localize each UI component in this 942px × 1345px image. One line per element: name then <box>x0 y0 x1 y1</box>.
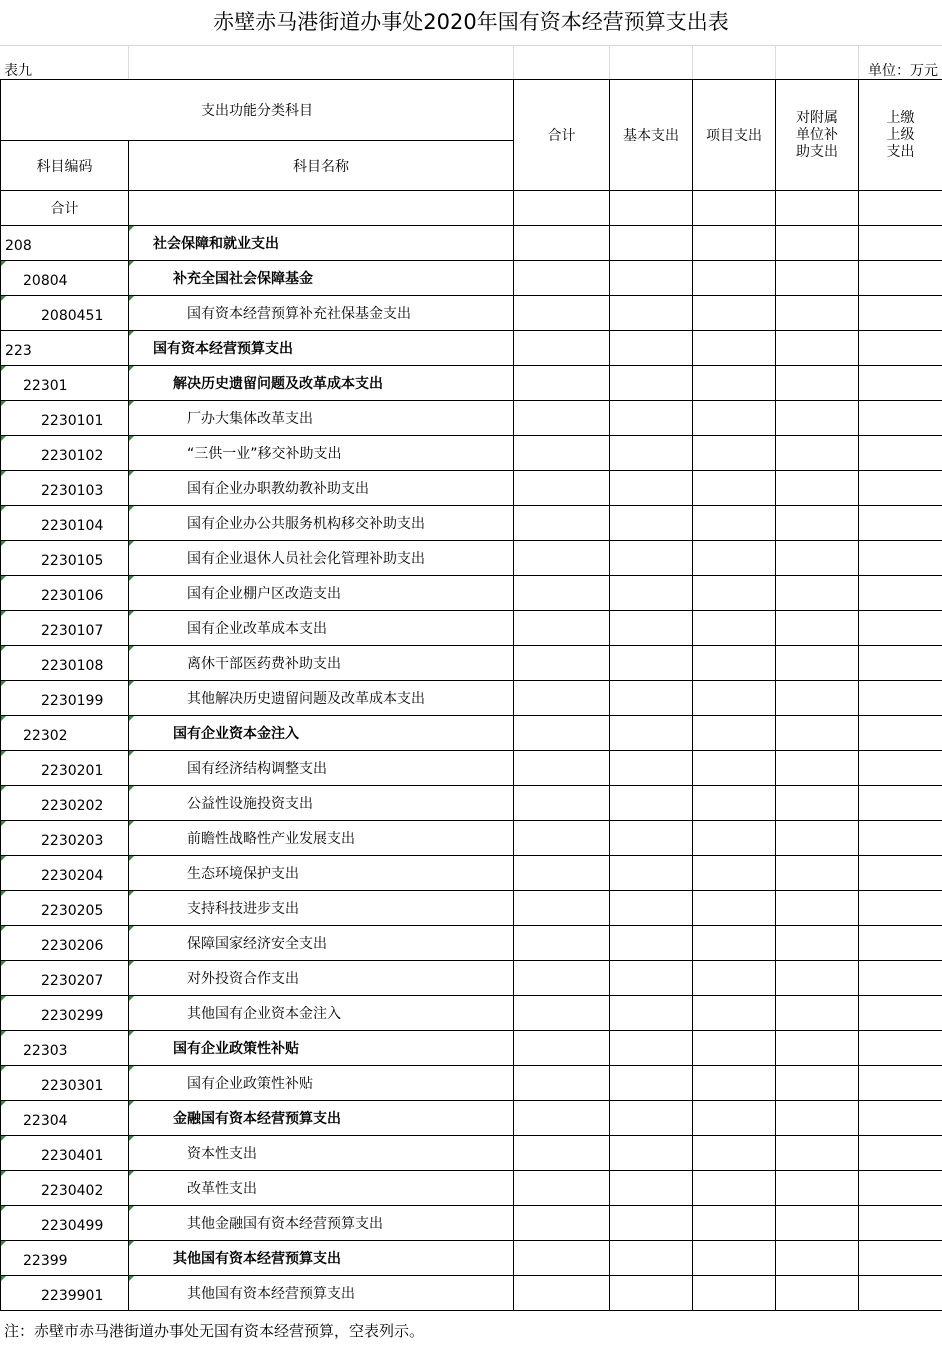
amount-cell <box>693 681 776 716</box>
subject-name: 国有资本经营预算补充社保基金支出 <box>129 296 514 331</box>
amount-cell <box>859 681 942 716</box>
amount-cell <box>776 506 859 541</box>
amount-cell <box>610 1136 693 1171</box>
subject-code: 2230104 <box>1 506 129 541</box>
amount-cell <box>776 1136 859 1171</box>
subject-name: 社会保障和就业支出 <box>129 226 514 261</box>
amount-cell <box>514 891 610 926</box>
subject-name: 国有经济结构调整支出 <box>129 751 514 786</box>
subject-name: 国有企业棚户区改造支出 <box>129 576 514 611</box>
table-row <box>1 1206 942 1241</box>
table-row <box>1 1241 942 1276</box>
amount-cell <box>859 611 942 646</box>
subject-name: 其他金融国有资本经营预算支出 <box>129 1206 514 1241</box>
amount-cell <box>693 541 776 576</box>
project-expense-column-header: 项目支出 <box>693 80 776 191</box>
amount-cell <box>776 1171 859 1206</box>
amount-cell <box>776 611 859 646</box>
amount-cell <box>859 436 942 471</box>
table-row <box>1 296 942 331</box>
amount-cell <box>610 261 693 296</box>
amount-cell <box>859 1241 942 1276</box>
amount-cell <box>514 471 610 506</box>
subject-name: 国有企业资本金注入 <box>129 716 514 751</box>
subject-code: 2230402 <box>1 1171 129 1206</box>
amount-cell <box>693 1136 776 1171</box>
subject-name: 国有企业政策性补贴 <box>129 1066 514 1101</box>
amount-cell <box>610 996 693 1031</box>
subject-name: 国有企业退休人员社会化管理补助支出 <box>129 541 514 576</box>
unit-label: 单位：万元 <box>868 63 938 79</box>
subject-name: 保障国家经济安全支出 <box>129 926 514 961</box>
amount-cell <box>859 296 942 331</box>
amount-cell <box>610 681 693 716</box>
amount-cell <box>514 716 610 751</box>
subject-code: 2230203 <box>1 821 129 856</box>
amount-cell <box>693 366 776 401</box>
table-row <box>1 856 942 891</box>
amount-cell <box>693 891 776 926</box>
amount-cell <box>776 646 859 681</box>
amount-cell <box>610 891 693 926</box>
subject-code: 223 <box>1 331 129 366</box>
amount-cell <box>693 1031 776 1066</box>
amount-cell <box>610 541 693 576</box>
amount-cell <box>776 366 859 401</box>
amount-cell <box>859 576 942 611</box>
amount-cell <box>693 961 776 996</box>
amount-cell <box>859 226 942 261</box>
subject-code: 2230499 <box>1 1206 129 1241</box>
amount-cell <box>514 1066 610 1101</box>
subsidy-column-header: 对附属单位补助支出 <box>796 109 838 160</box>
amount-cell <box>859 506 942 541</box>
subject-code: 2230205 <box>1 891 129 926</box>
amount-cell <box>693 611 776 646</box>
amount-cell <box>859 1031 942 1066</box>
amount-cell <box>776 541 859 576</box>
amount-cell <box>514 366 610 401</box>
amount-cell <box>859 1101 942 1136</box>
amount-cell <box>776 961 859 996</box>
amount-cell <box>610 611 693 646</box>
amount-cell <box>693 506 776 541</box>
amount-cell <box>859 926 942 961</box>
amount-cell <box>610 786 693 821</box>
subject-code: 2230202 <box>1 786 129 821</box>
amount-cell <box>514 1241 610 1276</box>
subject-code: 20804 <box>1 261 129 296</box>
amount-cell <box>610 821 693 856</box>
subject-name: 前瞻性战略性产业发展支出 <box>129 821 514 856</box>
subject-name: “三供一业”移交补助支出 <box>129 436 514 471</box>
table-row <box>1 681 942 716</box>
amount-cell <box>693 996 776 1031</box>
amount-cell <box>776 471 859 506</box>
amount-cell <box>610 471 693 506</box>
amount-cell <box>776 821 859 856</box>
amount-cell <box>859 331 942 366</box>
gridline <box>692 45 693 79</box>
amount-cell <box>514 751 610 786</box>
amount-cell <box>859 1136 942 1171</box>
amount-cell <box>776 751 859 786</box>
amount-cell <box>514 436 610 471</box>
amount-cell <box>859 821 942 856</box>
amount-cell <box>610 401 693 436</box>
amount-cell <box>514 541 610 576</box>
total-row-label: 合计 <box>1 191 129 226</box>
amount-cell <box>610 436 693 471</box>
amount-cell <box>514 646 610 681</box>
amount-cell <box>776 576 859 611</box>
amount-cell <box>514 961 610 996</box>
amount-cell <box>776 1241 859 1276</box>
subject-name: 国有企业政策性补贴 <box>129 1031 514 1066</box>
amount-cell <box>514 681 610 716</box>
amount-cell <box>610 296 693 331</box>
table-row <box>1 506 942 541</box>
amount-cell <box>859 366 942 401</box>
amount-cell <box>776 261 859 296</box>
table-row <box>1 401 942 436</box>
amount-cell <box>693 646 776 681</box>
amount-cell <box>514 821 610 856</box>
amount-cell <box>859 541 942 576</box>
amount-cell <box>776 996 859 1031</box>
subject-name: 金融国有资本经营预算支出 <box>129 1101 514 1136</box>
amount-cell <box>610 1171 693 1206</box>
amount-cell <box>776 226 859 261</box>
table-row <box>1 1101 942 1136</box>
amount-cell <box>514 226 610 261</box>
page-title: 赤壁赤马港街道办事处2020年国有资本经营预算支出表 <box>213 10 729 34</box>
subject-name: 国有企业改革成本支出 <box>129 611 514 646</box>
amount-cell <box>693 1206 776 1241</box>
subject-name: 厂办大集体改革支出 <box>129 401 514 436</box>
table-number: 表九 <box>4 63 32 79</box>
subject-name: 国有资本经营预算支出 <box>129 331 514 366</box>
amount-cell <box>693 926 776 961</box>
subject-code: 2230207 <box>1 961 129 996</box>
amount-cell <box>514 296 610 331</box>
subject-name: 支持科技进步支出 <box>129 891 514 926</box>
amount-cell <box>859 751 942 786</box>
subject-code: 2230108 <box>1 646 129 681</box>
amount-cell <box>859 1066 942 1101</box>
amount-cell <box>693 751 776 786</box>
amount-cell <box>776 716 859 751</box>
amount-cell <box>693 1066 776 1101</box>
subject-name: 公益性设施投资支出 <box>129 786 514 821</box>
gridline <box>0 45 942 46</box>
amount-cell <box>859 261 942 296</box>
amount-cell <box>693 401 776 436</box>
subject-name: 补充全国社会保障基金 <box>129 261 514 296</box>
amount-cell <box>693 471 776 506</box>
table-row <box>1 1171 942 1206</box>
subject-name: 其他国有资本经营预算支出 <box>129 1241 514 1276</box>
table-row <box>1 366 942 401</box>
amount-cell <box>776 681 859 716</box>
table-row <box>1 436 942 471</box>
amount-cell <box>859 1171 942 1206</box>
subject-code: 22301 <box>1 366 129 401</box>
table-row <box>1 891 942 926</box>
amount-cell <box>776 331 859 366</box>
amount-cell <box>693 436 776 471</box>
subject-code: 2230299 <box>1 996 129 1031</box>
subject-code: 208 <box>1 226 129 261</box>
amount-cell <box>859 856 942 891</box>
amount-cell <box>776 296 859 331</box>
table-row <box>1 821 942 856</box>
amount-cell <box>693 716 776 751</box>
subject-code: 2230301 <box>1 1066 129 1101</box>
subject-code: 2230101 <box>1 401 129 436</box>
amount-cell <box>776 1031 859 1066</box>
amount-cell <box>610 961 693 996</box>
table-row <box>1 471 942 506</box>
subject-name: 其他解决历史遗留问题及改革成本支出 <box>129 681 514 716</box>
table-row <box>1 1276 942 1311</box>
budget-table <box>0 79 942 1311</box>
subject-code: 2230105 <box>1 541 129 576</box>
total-row <box>1 191 942 226</box>
amount-cell <box>610 646 693 681</box>
subject-code: 22304 <box>1 1101 129 1136</box>
subject-name: 解决历史遗留问题及改革成本支出 <box>129 366 514 401</box>
gridline <box>609 45 610 79</box>
gridline <box>513 45 514 79</box>
amount-cell <box>610 1276 693 1311</box>
table-row <box>1 961 942 996</box>
subject-code: 22302 <box>1 716 129 751</box>
table-row <box>1 786 942 821</box>
amount-cell <box>776 1206 859 1241</box>
table-row <box>1 611 942 646</box>
footnote: 注：赤壁市赤马港街道办事处无国有资本经营预算，空表列示。 <box>4 1322 425 1340</box>
table-row <box>1 751 942 786</box>
subject-code: 2230107 <box>1 611 129 646</box>
amount-cell <box>776 436 859 471</box>
amount-cell <box>693 1241 776 1276</box>
amount-cell <box>776 856 859 891</box>
subject-code: 2230199 <box>1 681 129 716</box>
amount-cell <box>610 1031 693 1066</box>
amount-cell <box>859 646 942 681</box>
subject-code: 2230103 <box>1 471 129 506</box>
amount-cell <box>859 1276 942 1311</box>
amount-cell <box>859 716 942 751</box>
subject-name: 国有企业办职教幼教补助支出 <box>129 471 514 506</box>
basic-expense-column-header: 基本支出 <box>610 80 693 191</box>
amount-cell <box>610 506 693 541</box>
category-group-header: 支出功能分类科目 <box>1 80 514 141</box>
amount-cell <box>859 471 942 506</box>
amount-cell <box>610 331 693 366</box>
amount-cell <box>693 576 776 611</box>
subject-code: 2230206 <box>1 926 129 961</box>
amount-cell <box>514 856 610 891</box>
amount-cell <box>610 926 693 961</box>
remit-column-header: 上缴上级支出 <box>886 109 915 160</box>
amount-cell <box>514 996 610 1031</box>
subject-name: 对外投资合作支出 <box>129 961 514 996</box>
subject-code: 2230201 <box>1 751 129 786</box>
table-row <box>1 1066 942 1101</box>
table-row <box>1 261 942 296</box>
subject-code: 2239901 <box>1 1276 129 1311</box>
amount-cell <box>693 1101 776 1136</box>
gridline <box>858 45 859 79</box>
amount-cell <box>514 401 610 436</box>
subject-code: 2230401 <box>1 1136 129 1171</box>
amount-cell <box>610 1206 693 1241</box>
table-row <box>1 716 942 751</box>
amount-cell <box>610 856 693 891</box>
table-row <box>1 996 942 1031</box>
subject-code: 22303 <box>1 1031 129 1066</box>
subject-code: 2230204 <box>1 856 129 891</box>
subject-name: 离休干部医药费补助支出 <box>129 646 514 681</box>
code-column-header: 科目编码 <box>1 141 129 191</box>
amount-cell <box>610 1066 693 1101</box>
amount-cell <box>859 401 942 436</box>
amount-cell <box>610 1101 693 1136</box>
amount-cell <box>514 1276 610 1311</box>
subject-name: 生态环境保护支出 <box>129 856 514 891</box>
subject-code: 2080451 <box>1 296 129 331</box>
amount-cell <box>693 296 776 331</box>
amount-cell <box>776 1276 859 1311</box>
amount-cell <box>514 611 610 646</box>
amount-cell <box>514 506 610 541</box>
amount-cell <box>514 331 610 366</box>
amount-cell <box>514 1136 610 1171</box>
subject-name: 国有企业办公共服务机构移交补助支出 <box>129 506 514 541</box>
gridline <box>128 45 129 79</box>
amount-cell <box>693 1276 776 1311</box>
table-row <box>1 1136 942 1171</box>
amount-cell <box>693 821 776 856</box>
subject-name: 改革性支出 <box>129 1171 514 1206</box>
amount-cell <box>693 226 776 261</box>
amount-cell <box>776 786 859 821</box>
amount-cell <box>610 751 693 786</box>
amount-cell <box>693 1171 776 1206</box>
amount-cell <box>859 786 942 821</box>
amount-cell <box>514 786 610 821</box>
amount-cell <box>693 856 776 891</box>
total-column-header: 合计 <box>514 80 610 191</box>
subject-code: 22399 <box>1 1241 129 1276</box>
amount-cell <box>514 1031 610 1066</box>
amount-cell <box>859 996 942 1031</box>
table-row <box>1 1031 942 1066</box>
table-row <box>1 226 942 261</box>
amount-cell <box>776 401 859 436</box>
amount-cell <box>514 926 610 961</box>
amount-cell <box>610 366 693 401</box>
amount-cell <box>859 1206 942 1241</box>
table-row <box>1 576 942 611</box>
amount-cell <box>514 1206 610 1241</box>
amount-cell <box>776 926 859 961</box>
table-row <box>1 541 942 576</box>
subject-name: 其他国有企业资本金注入 <box>129 996 514 1031</box>
subject-code: 2230102 <box>1 436 129 471</box>
amount-cell <box>776 1101 859 1136</box>
amount-cell <box>610 1241 693 1276</box>
amount-cell <box>610 576 693 611</box>
amount-cell <box>514 261 610 296</box>
amount-cell <box>693 261 776 296</box>
amount-cell <box>610 226 693 261</box>
amount-cell <box>776 1066 859 1101</box>
table-row <box>1 646 942 681</box>
subject-name: 其他国有资本经营预算支出 <box>129 1276 514 1311</box>
amount-cell <box>859 961 942 996</box>
amount-cell <box>514 1101 610 1136</box>
amount-cell <box>859 891 942 926</box>
amount-cell <box>514 1171 610 1206</box>
name-column-header: 科目名称 <box>129 141 514 191</box>
subject-code: 2230106 <box>1 576 129 611</box>
amount-cell <box>693 331 776 366</box>
table-row <box>1 331 942 366</box>
gridline <box>775 45 776 79</box>
subject-name: 资本性支出 <box>129 1136 514 1171</box>
amount-cell <box>693 786 776 821</box>
amount-cell <box>514 576 610 611</box>
amount-cell <box>776 891 859 926</box>
amount-cell <box>610 716 693 751</box>
table-row <box>1 926 942 961</box>
